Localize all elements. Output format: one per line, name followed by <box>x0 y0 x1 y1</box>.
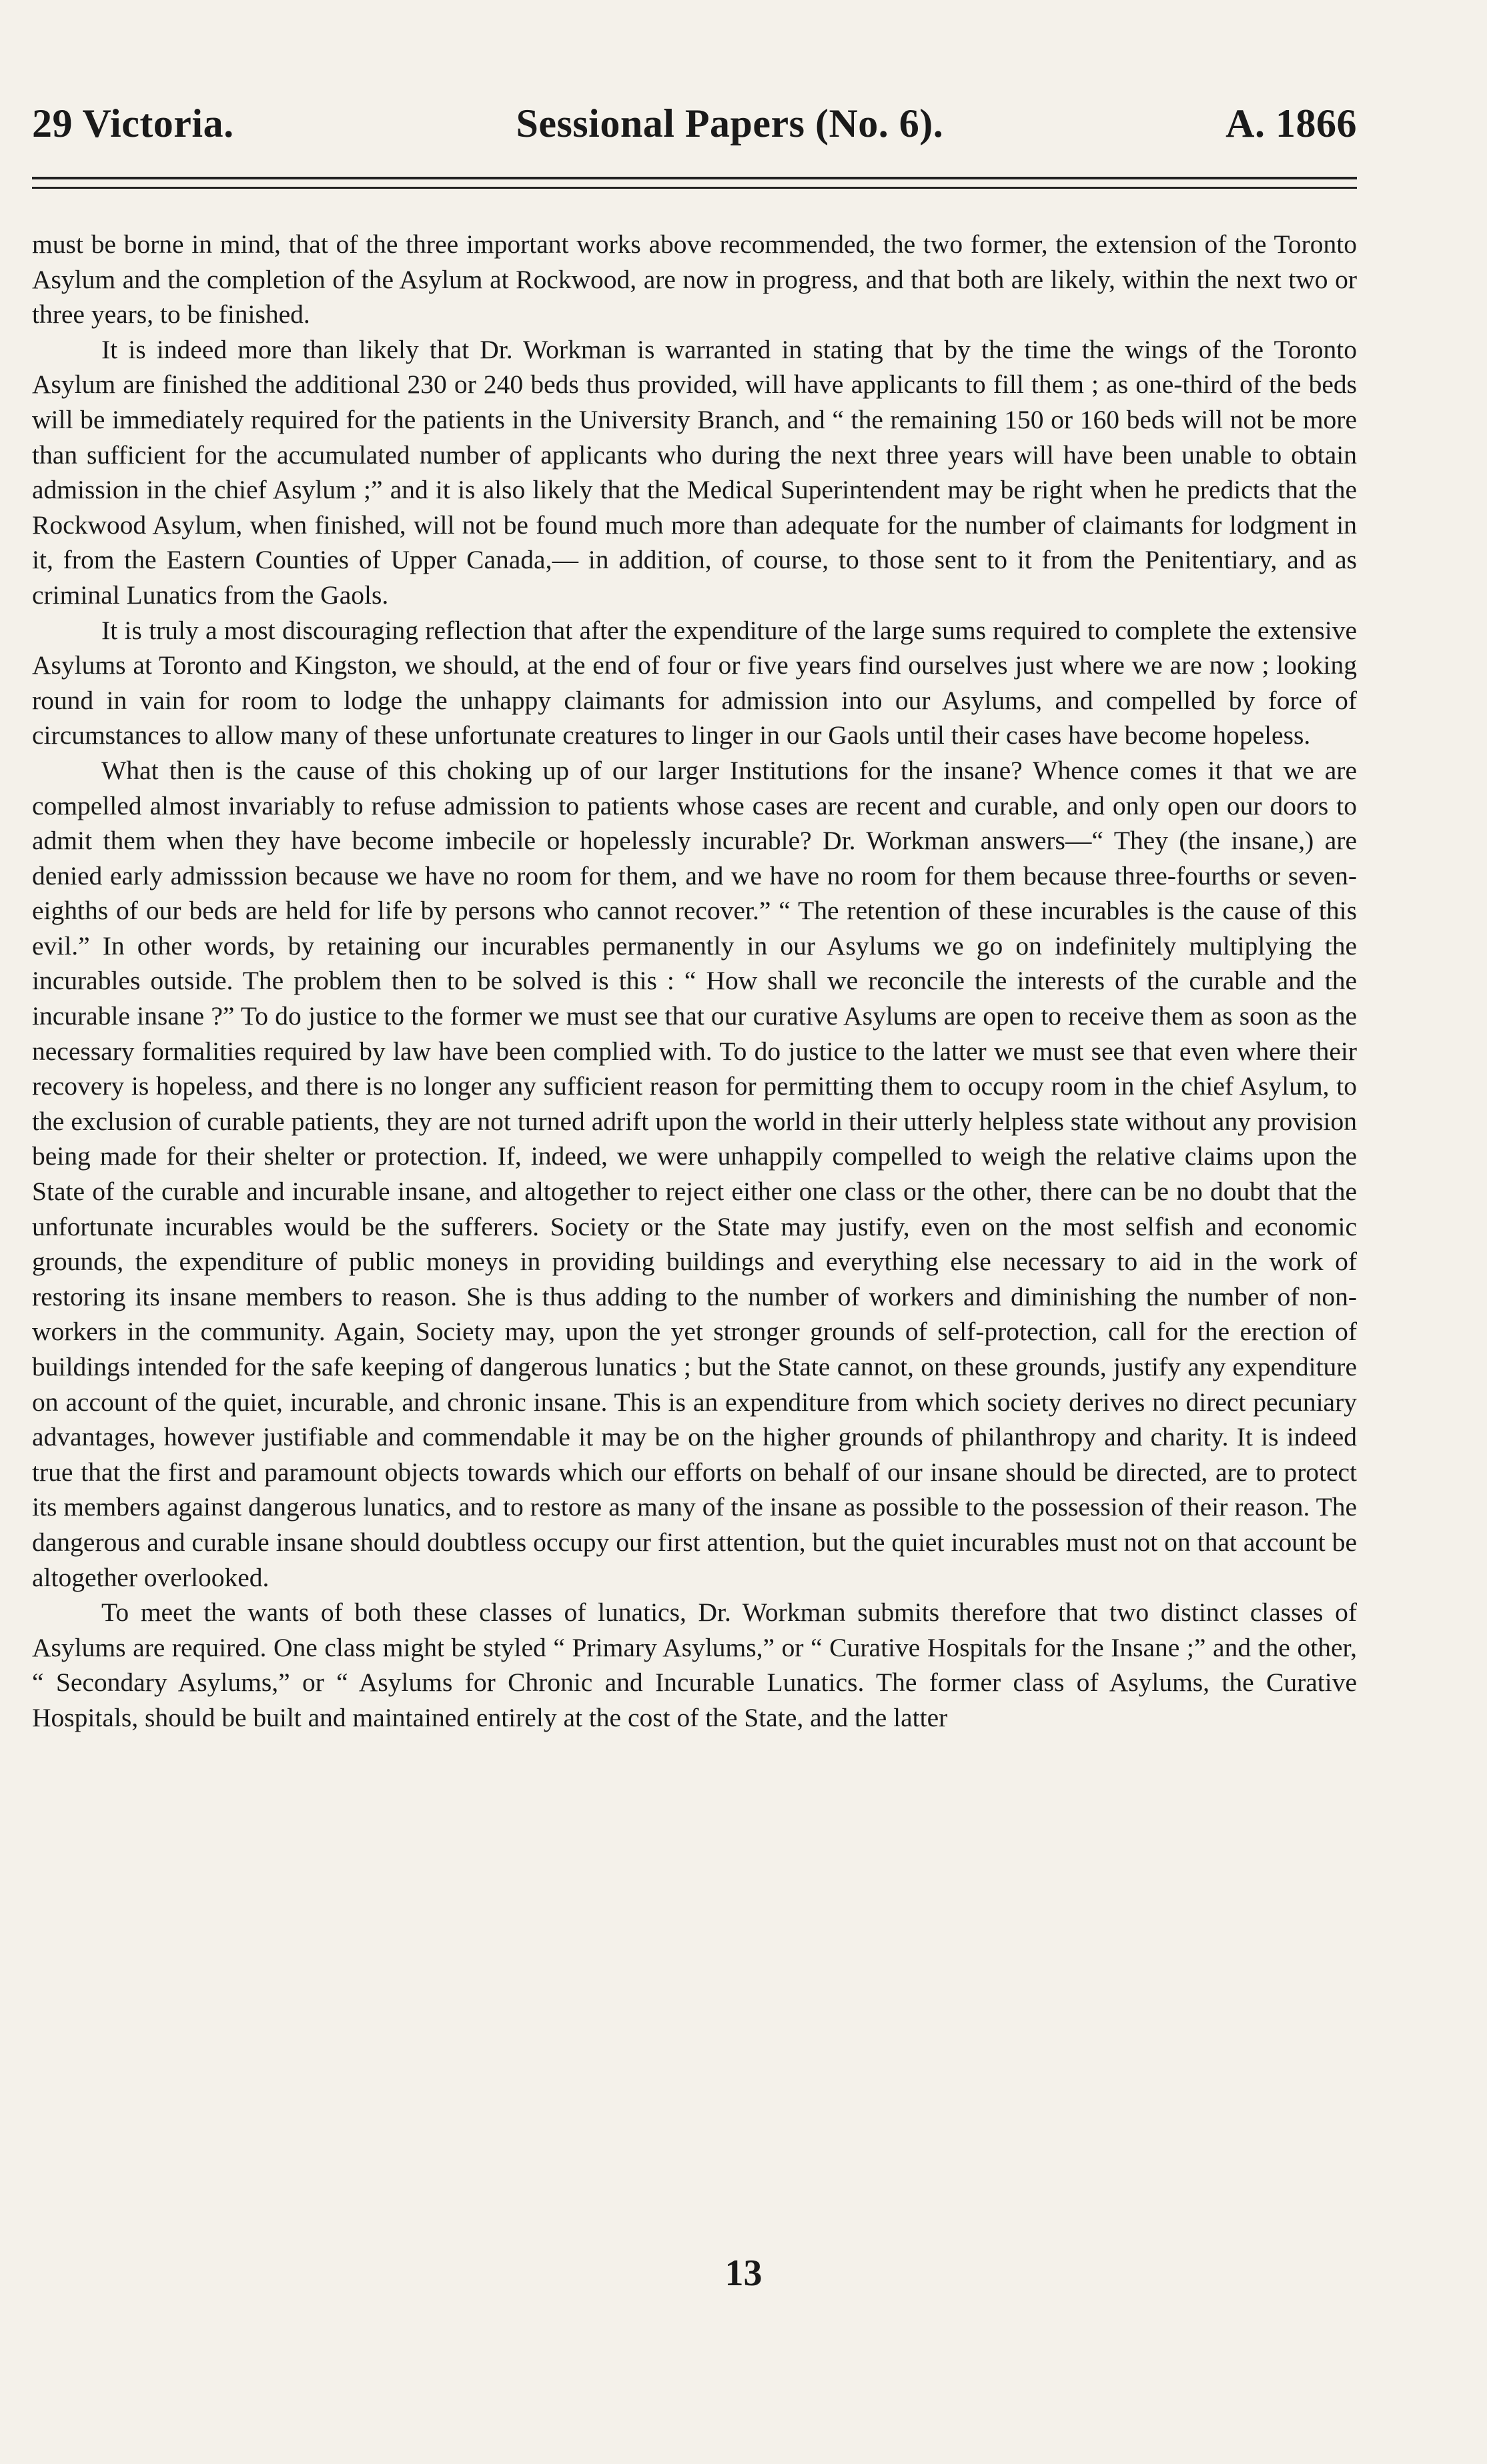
header-rule-thick <box>32 177 1357 179</box>
paragraph: It is truly a most discouraging reflection that after the expenditure of the large sums required to complete the extensive Asylums at Toronto and Kingston, we should, at the end of four or five years find ourselves just where we are now ; looking round in vain for room to lodge the unhappy claimants for admission into our Asylums, and compelled by force of circumstances to allow many of these unfortunate creatures to linger in our Gaols until their cases have become hopeless. <box>32 615 1357 750</box>
paragraph: must be borne in mind, that of the three important works above recommended, the two former, the extension of the Toronto Asylum and the completion of the Asylum at Rockwood, are now in progress, and that both are likely, within the next two or three years, to be finished. <box>32 229 1357 330</box>
paragraph: To meet the wants of both these classes of lunatics, Dr. Workman submits therefore that two distinct classes of Asylums are required. One class might be styled “ Primary Asylums,” or “ Curative Hospitals for the Insane ;” and the other, “ Secondary Asylums,” or “ Asylums for Chronic and Incurable Lunatics. The former class of Asylums, the Curative Hospitals, should be built and maintained entirely at the cost of the State, and the latter <box>32 1598 1357 1732</box>
body-text <box>32 227 1357 1736</box>
running-header <box>32 93 1357 153</box>
header-year: A. 1866 <box>1225 101 1357 145</box>
page-number: 13 <box>724 2253 763 2294</box>
paragraph: What then is the cause of this choking up of our larger Institutions for the insane? Whence comes it that we are compelled almost invariably to refuse admission to patients whose cases are recent and curable, and only open our doors to admit them when they have become imbecile or hopelessly incurable? Dr. Workman answers—“ They (the insane,) are denied early admisssion because we have no room for them, and we have no room for them because three-fourths or seven-eighths of our beds are held for life by persons who cannot recover.” “ The retention of these incurables is the cause of this evil.” In other words, by retaining our incurables permanently in our Asylums we go on indefinitely multiplying the incurables outside. The problem then to be solved is this : “ How shall we reconcile the interests of the curable and the incurable insane ?” To do justice to the former we must see that our curative Asylums are open to receive them as soon as the necessary formalities required by law have been complied with. To do justice to the latter we must see that even where their recovery is hopeless, and there is no longer any sufficient reason for permitting them to occupy room in the chief Asylum, to the exclusion of curable patients, they are not turned adrift upon the world in their utterly helpless state without any provision being made for their shelter or protection. If, indeed, we were unhappily compelled to weigh the relative claims upon the State of the curable and incurable insane, and altogether to reject either one class or the other, there can be no doubt that the unfortunate incurables would be the sufferers. Society or the State may justify, even on the most selfish and economic grounds, the expenditure of public moneys in providing buildings and everything else necessary to aid in the work of restoring its insane members to reason. She is thus adding to the number of workers and diminishing the number of non-workers in the community. Again, Society may, upon the yet stronger grounds of self-protection, call for the erection of buildings intended for the safe keeping of dangerous lunatics ; but the State cannot, on these grounds, justify any expenditure on account of the quiet, incurable, and chronic insane. This is an expenditure from which society derives no direct pecuniary advantages, however justifiable and commendable it may be on the higher grounds of philanthropy and charity. It is indeed true that the first and paramount objects towards which our efforts on behalf of our insane should be directed, are to protect its members against dangerous lunatics, and to restore as many of the insane as possible to the possession of their reason. The dangerous and curable insane should doubtless occupy our first attention, but the quiet incurables must not on that account be altogether overlooked. <box>32 755 1357 1592</box>
header-title: Sessional Papers (No. 6). <box>516 101 944 145</box>
paragraph: It is indeed more than likely that Dr. Workman is warranted in stating that by the time the wings of the Toronto Asylum are finished the additional 230 or 240 beds thus provided, will have applicants to fill them ; as one-third of the beds will be immediately required for the patients in the University Branch, and “ the remaining 150 or 160 beds will not be more than sufficient for the accumulated number of applicants who during the next three years will have been unable to obtain admission in the chief Asylum ;” and it is also likely that the Medical Superintendent may be right when he predicts that the Rockwood Asylum, when finished, will not be found much more than adequate for the number of claimants for lodgment in it, from the Eastern Counties of Upper Canada,— in addition, of course, to those sent to it from the Penitentiary, and as criminal Lunatics from the Gaols. <box>32 334 1357 610</box>
header-volume: 29 Victoria. <box>32 101 234 145</box>
header-rule-thin <box>32 187 1357 189</box>
